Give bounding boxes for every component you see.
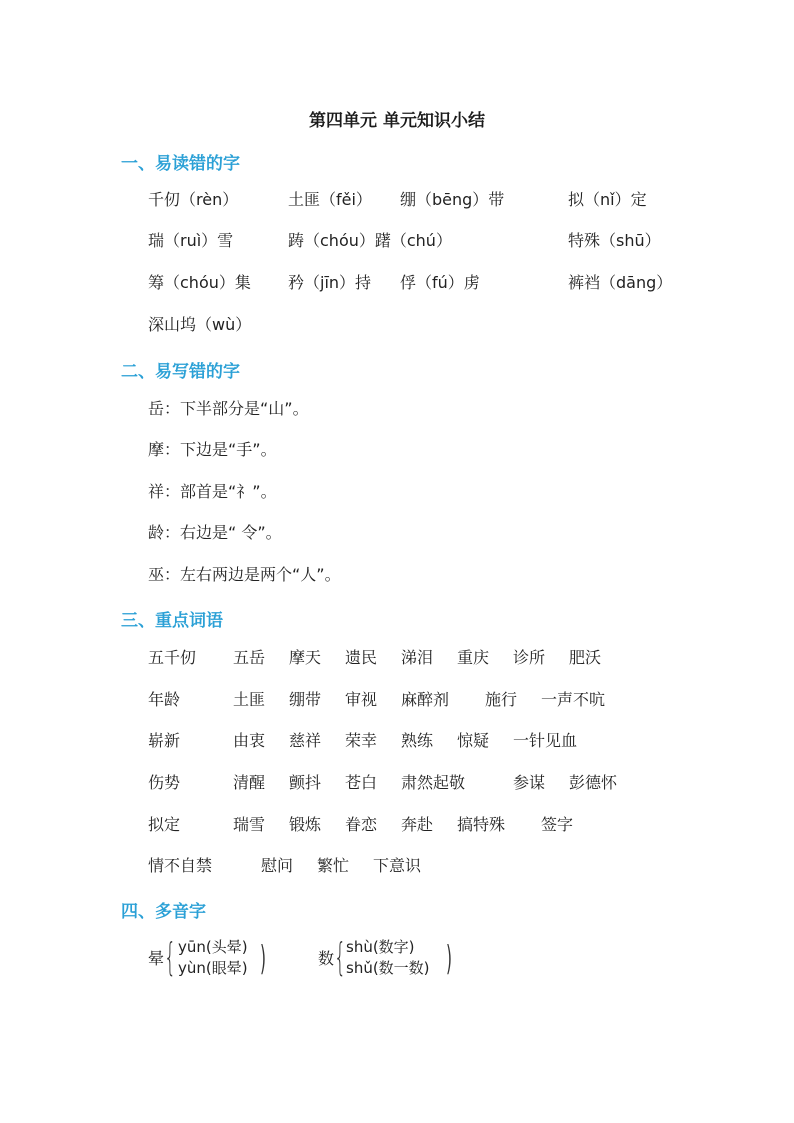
section-heading-polyphones: 四、多音字 [121,902,206,922]
key-word: 惊疑 [457,731,490,750]
key-word: 熟练 [401,731,434,750]
key-word: 繁忙 [317,856,350,875]
read-error-item: 裤裆（dāng） [568,273,673,292]
polyphone-group [318,934,468,984]
write-error-line: 岳：下半部分是“山”。 [148,399,309,418]
key-word: 肥沃 [569,648,602,667]
key-word: 重庆 [457,648,490,667]
polyphone-reading: yūn(头晕) [178,938,248,956]
polyphone-group [148,934,278,984]
key-word: 锻炼 [289,815,322,834]
key-word: 奔赴 [401,815,434,834]
key-word: 肃然起敬 [401,773,466,792]
write-error-line: 祥：部首是“礻”。 [148,482,277,501]
key-word: 麻醉剂 [401,690,450,709]
write-error-line: 摩：下边是“手”。 [148,440,277,459]
key-word: 伤势 [148,773,181,792]
right-paren: ) [446,939,452,979]
key-word: 彭德怀 [569,773,618,792]
polyphone-reading: yùn(眼晕) [178,959,248,977]
read-error-item: 土匪（fěi） [288,190,372,209]
key-word: 眷恋 [345,815,378,834]
key-word: 施行 [485,690,518,709]
key-word: 审视 [345,690,378,709]
key-word: 诊所 [513,648,546,667]
key-word: 签字 [541,815,574,834]
key-word: 慈祥 [289,731,322,750]
key-word: 一针见血 [513,731,578,750]
read-error-item: 踌（chóu）躇（chú） [288,231,452,250]
left-brace: { [164,935,177,979]
key-word: 五岳 [233,648,266,667]
key-word: 涕泪 [401,648,434,667]
key-word: 崭新 [148,731,181,750]
read-error-item: 千仞（rèn） [148,190,239,209]
read-error-item: 绷（bēng）带 [400,190,505,209]
section-heading-write-errors: 二、易写错的字 [121,362,240,382]
key-word: 慰问 [261,856,294,875]
key-word: 清醒 [233,773,266,792]
read-error-item: 深山坞（wù） [148,315,252,334]
polyphone-char: 晕 [148,949,165,968]
key-word: 绷带 [289,690,322,709]
key-word: 拟定 [148,815,181,834]
polyphone-char: 数 [318,949,335,968]
write-error-line: 巫：左右两边是两个“人”。 [148,565,341,584]
key-word: 下意识 [373,856,422,875]
read-error-item: 矜（jīn）持 [288,273,372,292]
key-word: 摩天 [289,648,322,667]
right-paren: ) [260,939,266,979]
section-heading-read-errors: 一、易读错的字 [121,154,240,174]
key-word: 土匪 [233,690,266,709]
read-error-item: 特殊（shū） [568,231,661,250]
key-word: 参谋 [513,773,546,792]
key-word: 遗民 [345,648,378,667]
key-word: 五千仞 [148,648,197,667]
write-error-line: 龄：右边是“ 令”。 [148,523,282,542]
read-error-item: 筹（chóu）集 [148,273,251,292]
key-word: 颤抖 [289,773,322,792]
read-error-item: 俘（fú）虏 [400,273,480,292]
key-word: 由衷 [233,731,266,750]
key-word: 荣幸 [345,731,378,750]
page-title: 第四单元 单元知识小结 [309,111,485,131]
section-heading-key-words: 三、重点词语 [121,611,223,631]
key-word: 苍白 [345,773,378,792]
key-word: 瑞雪 [233,815,266,834]
key-word: 年龄 [148,690,181,709]
key-word: 搞特殊 [457,815,506,834]
read-error-item: 瑞（ruì）雪 [148,231,234,250]
polyphone-reading: shù(数字) [346,938,415,956]
key-word: 一声不吭 [541,690,606,709]
key-word: 情不自禁 [148,856,213,875]
left-brace: { [334,935,347,979]
read-error-item: 拟（nǐ）定 [568,190,647,209]
polyphone-reading: shǔ(数一数) [346,959,430,977]
